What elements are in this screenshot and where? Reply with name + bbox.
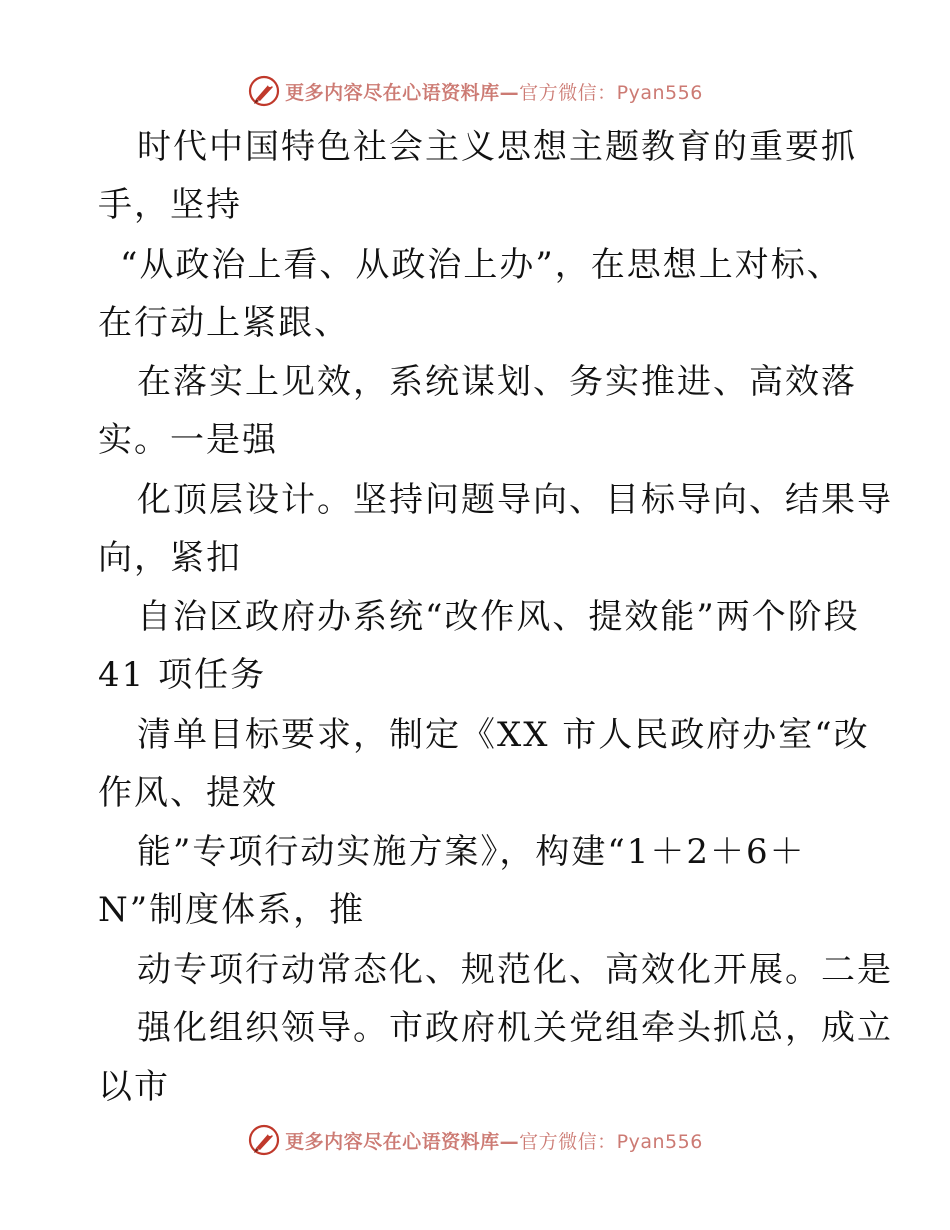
text-line: 能”专项行动实施方案》，构建“1＋2＋6＋ [137,832,806,872]
header-title: 更多内容尽在心语资料库 [285,81,500,104]
text-line: 向，紧扣 [98,538,242,578]
text-line: 作风、提效 [98,773,278,813]
text-line: “从政治上看、从政治上办”，在思想上对标、 [120,245,843,285]
pen-logo-icon [247,1123,281,1157]
footer-separator: — [499,1130,520,1153]
text-line: 实。一是强 [98,420,278,460]
header-separator: — [499,81,520,104]
text-line: 时代中国特色社会主义思想主题教育的重要抓 [137,127,857,167]
text-line: 自治区政府办系统“改作风、提效能”两个阶段 [137,597,860,637]
text-line: 强化组织领导。市政府机关党组牵头抓总，成立 [137,1008,893,1048]
text-line: 清单目标要求，制定《XX 市人民政府办室“改 [137,715,870,755]
footer-watermark-text [285,1127,703,1154]
text-line: 化顶层设计。坚持问题导向、目标导向、结果导 [137,480,893,520]
text-line: 以市 [98,1067,170,1107]
text-line: N”制度体系，推 [98,890,366,930]
text-line: 手，坚持 [98,185,242,225]
header-wechat: 官方微信：Pyan556 [519,81,703,104]
text-line: 41 项任务 [98,655,267,695]
footer-wechat: 官方微信：Pyan556 [519,1130,703,1153]
footer-watermark [0,1120,950,1160]
footer-title: 更多内容尽在心语资料库 [285,1130,500,1153]
text-line: 在落实上见效，系统谋划、务实推进、高效落 [137,362,857,402]
text-line: 动专项行动常态化、规范化、高效化开展。二是 [137,950,893,990]
text-line: 在行动上紧跟、 [98,303,350,343]
